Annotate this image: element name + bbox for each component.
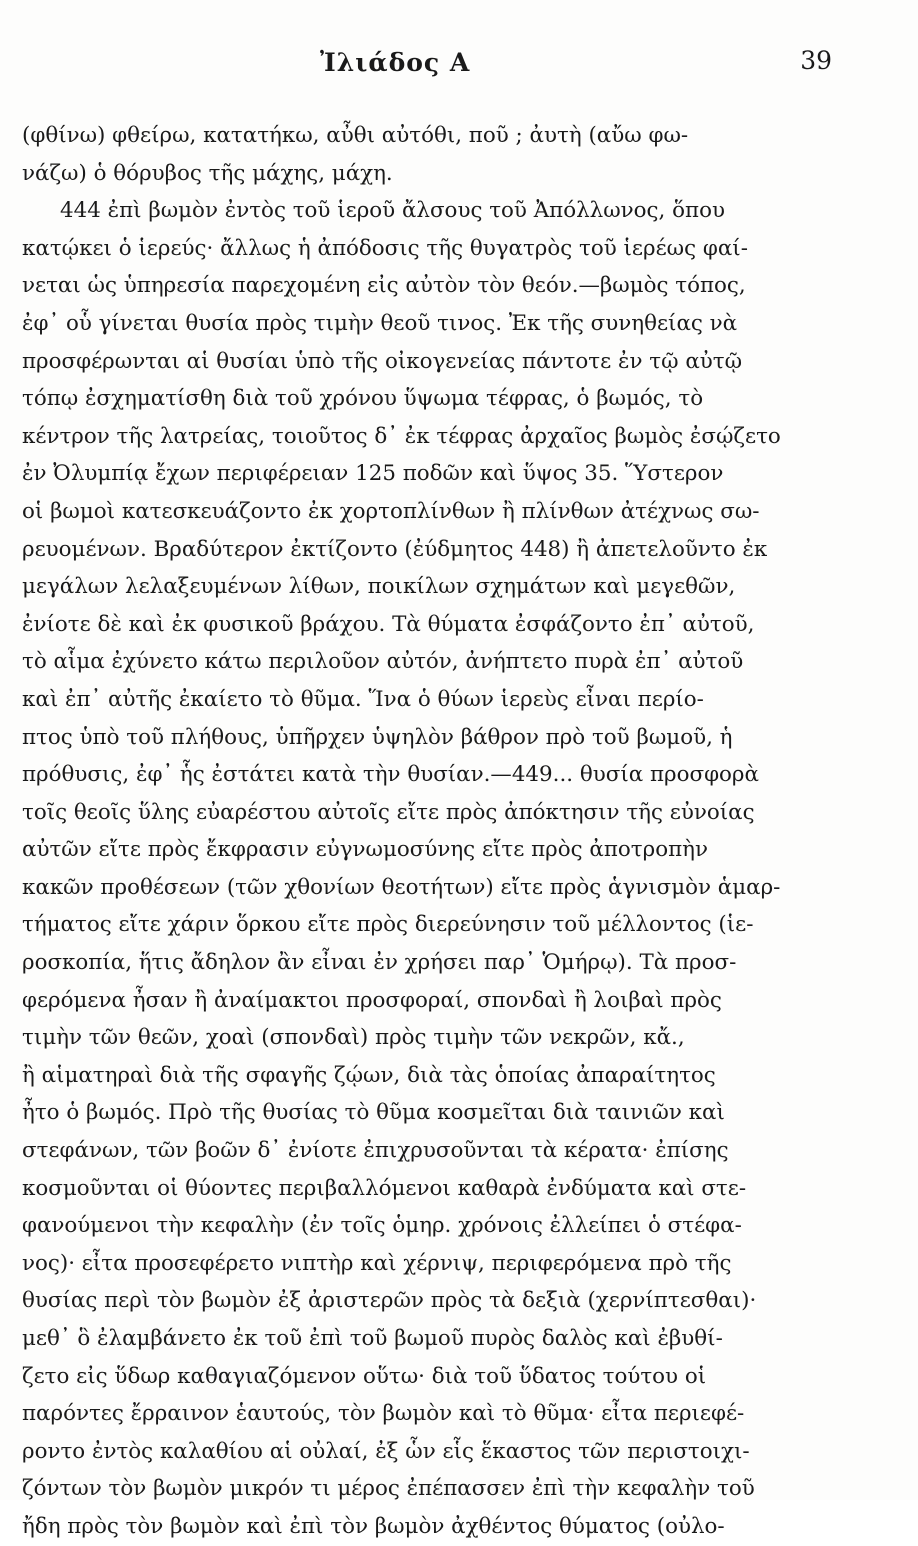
text-line: κατῴκει ὁ ἱερεύς· ἄλλως ἡ ἀπόδοσις τῆς θυγατρὸς τοῦ ἱερέως φαί- <box>22 235 748 261</box>
text-line: στεφάνων, τῶν βοῶν δ᾽ ἐνίοτε ἐπιχρυσοῦνται τὰ κέρατα· ἐπίσης <box>22 1138 729 1164</box>
text-line: ἦτο ὁ βωμός. Πρὸ τῆς θυσίας τὸ θῦμα κοσμεῖται διὰ ταινιῶν καὶ <box>22 1100 725 1126</box>
text-line: νάζω) ὁ θόρυβος τῆς μάχης, μάχη. <box>22 160 393 186</box>
text-line: νος)· εἶτα προσεφέρετο νιπτὴρ καὶ χέρνιψ, περιφερόμενα πρὸ τῆς <box>22 1250 732 1276</box>
text-line: ζετο εἰς ὕδωρ καθαγιαζόμενον οὕτω· διὰ τοῦ ὕδατος τούτου οἱ <box>22 1363 707 1389</box>
text-line: μεγάλων λελαξευμένων λίθων, ποικίλων σχημάτων καὶ μεγεθῶν, <box>22 574 736 600</box>
text-line: κακῶν προθέσεων (τῶν χθονίων θεοτήτων) εἴτε πρὸς ἁγνισμὸν ἁμαρ- <box>22 874 781 900</box>
text-line: ἢ αἱματηραὶ διὰ τῆς σφαγῆς ζῴων, διὰ τὰς ὁποίας ἀπαραίτητος <box>22 1062 716 1088</box>
text-line: ἐν Ὀλυμπίᾳ ἔχων περιφέρειαν 125 ποδῶν καὶ ὕψος 35. Ὕστερον <box>22 461 724 487</box>
text-line: ἐνίοτε δὲ καὶ ἐκ φυσικοῦ βράχου. Τὰ θύματα ἐσφάζοντο ἐπ᾽ αὐτοῦ, <box>22 611 755 637</box>
text-line: ρευομένων. Βραδύτερον ἐκτίζοντο (ἐύδμητος 448) ἢ ἀπετελοῦντο ἐκ <box>22 536 768 562</box>
text-line: τὸ αἷμα ἐχύνετο κάτω περιλοῦον αὐτόν, ἀνήπτετο πυρὰ ἐπ᾽ αὐτοῦ <box>22 649 744 675</box>
text-line: τήματος εἴτε χάριν ὅρκου εἴτε πρὸς διερεύνησιν τοῦ μέλλοντος (ἱε- <box>22 912 754 938</box>
text-line: νεται ὡς ὑπηρεσία παρεχομένη εἰς αὐτὸν τὸν θεόν.—βωμὸς τόπος, <box>22 273 746 299</box>
running-title: Ἰλιάδος Α <box>320 48 471 77</box>
text-line: ἐφ᾽ οὗ γίνεται θυσία πρὸς τιμὴν θεοῦ τινος. Ἐκ τῆς συνηθείας νὰ <box>22 310 738 336</box>
text-line: φερόμενα ἦσαν ἢ ἀναίμακτοι προσφοραί, σπονδαὶ ἢ λοιβαὶ πρὸς <box>22 987 722 1013</box>
text-line: παρόντες ἔρραινον ἑαυτούς, τὸν βωμὸν καὶ τὸ θῦμα· εἶτα περιεφέ- <box>22 1401 745 1427</box>
text-line: αὐτῶν εἴτε πρὸς ἔκφρασιν εὐγνωμοσύνης εἴτε πρὸς ἀποτροπὴν <box>22 837 708 863</box>
text-line: τιμὴν τῶν θεῶν, χοαὶ (σπονδαὶ) πρὸς τιμὴν τῶν νεκρῶν, κἄ., <box>22 1025 685 1051</box>
text-line: (φθίνω) φθείρω, κατατήκω, αὖθι αὐτόθι, ποῦ ; ἀυτὴ (αὔω φω- <box>22 123 689 148</box>
text-line: 444 ἐπὶ βωμὸν ἐντὸς τοῦ ἱεροῦ ἄλσους τοῦ Ἀπόλλωνος, ὅπου <box>60 198 725 224</box>
text-line: θυσίας περὶ τὸν βωμὸν ἐξ ἀριστερῶν πρὸς τὰ δεξιὰ (χερνίπτεσθαι)· <box>22 1288 757 1314</box>
text-line: ροσκοπία, ἥτις ἄδηλον ἂν εἶναι ἐν χρήσει παρ᾽ Ὁμήρῳ). Τὰ προσ- <box>22 950 737 976</box>
text-line: τόπῳ ἐσχηματίσθη διὰ τοῦ χρόνου ὕψωμα τέφρας, ὁ βωμός, τὸ <box>22 386 704 412</box>
text-line: οἱ βωμοὶ κατεσκευάζοντο ἐκ χορτοπλίνθων ἢ πλίνθων ἀτέχνως σω- <box>22 498 760 524</box>
text-line: κέντρον τῆς λατρείας, τοιοῦτος δ᾽ ἐκ τέφρας ἀρχαῖος βωμὸς ἐσῴζετο <box>22 423 781 449</box>
text-line: πτος ὑπὸ τοῦ πλήθους, ὑπῆρχεν ὑψηλὸν βάθρον πρὸ τοῦ βωμοῦ, ἡ <box>22 724 733 750</box>
text-line: ἤδη πρὸς τὸν βωμὸν καὶ ἐπὶ τὸν βωμὸν ἀχθέντος θύματος (οὐλο- <box>22 1513 725 1539</box>
text-line: φανούμενοι τὴν κεφαλὴν (ἐν τοῖς ὁμηρ. χρόνοις ἐλλείπει ὁ στέφα- <box>22 1213 742 1239</box>
commentary-text <box>22 117 832 1546</box>
text-line: κοσμοῦνται οἱ θύοντες περιβαλλόμενοι καθαρὰ ἐνδύματα καὶ στε- <box>22 1175 747 1201</box>
text-line: προσφέρωνται αἱ θυσίαι ὑπὸ τῆς οἰκογενείας πάντοτε ἐν τῷ αὐτῷ <box>22 348 743 374</box>
text-line: ζόντων τὸν βωμὸν μικρόν τι μέρος ἐπέπασσεν ἐπὶ τὴν κεφαλὴν τοῦ <box>22 1476 755 1502</box>
page-number: 39 <box>800 46 832 75</box>
text-line: καὶ ἐπ᾽ αὐτῆς ἐκαίετο τὸ θῦμα. Ἵνα ὁ θύων ἱερεὺς εἶναι περίο- <box>22 686 704 712</box>
text-line: ροντο ἐντὸς καλαθίου αἱ οὐλαί, ἐξ ὧν εἷς ἕκαστος τῶν περιστοιχι- <box>22 1438 750 1464</box>
text-line: μεθ᾽ ὃ ἐλαμβάνετο ἐκ τοῦ ἐπὶ τοῦ βωμοῦ πυρὸς δαλὸς καὶ ἐβυθί- <box>22 1326 723 1351</box>
text-line: τοῖς θεοῖς ὕλης εὐαρέστου αὐτοῖς εἴτε πρὸς ἀπόκτησιν τῆς εὐνοίας <box>22 799 755 825</box>
text-line: πρόθυσις, ἐφ᾽ ἧς ἐστάτει κατὰ τὴν θυσίαν.—449... θυσία προσφορὰ <box>22 762 759 788</box>
page-header <box>0 44 918 84</box>
